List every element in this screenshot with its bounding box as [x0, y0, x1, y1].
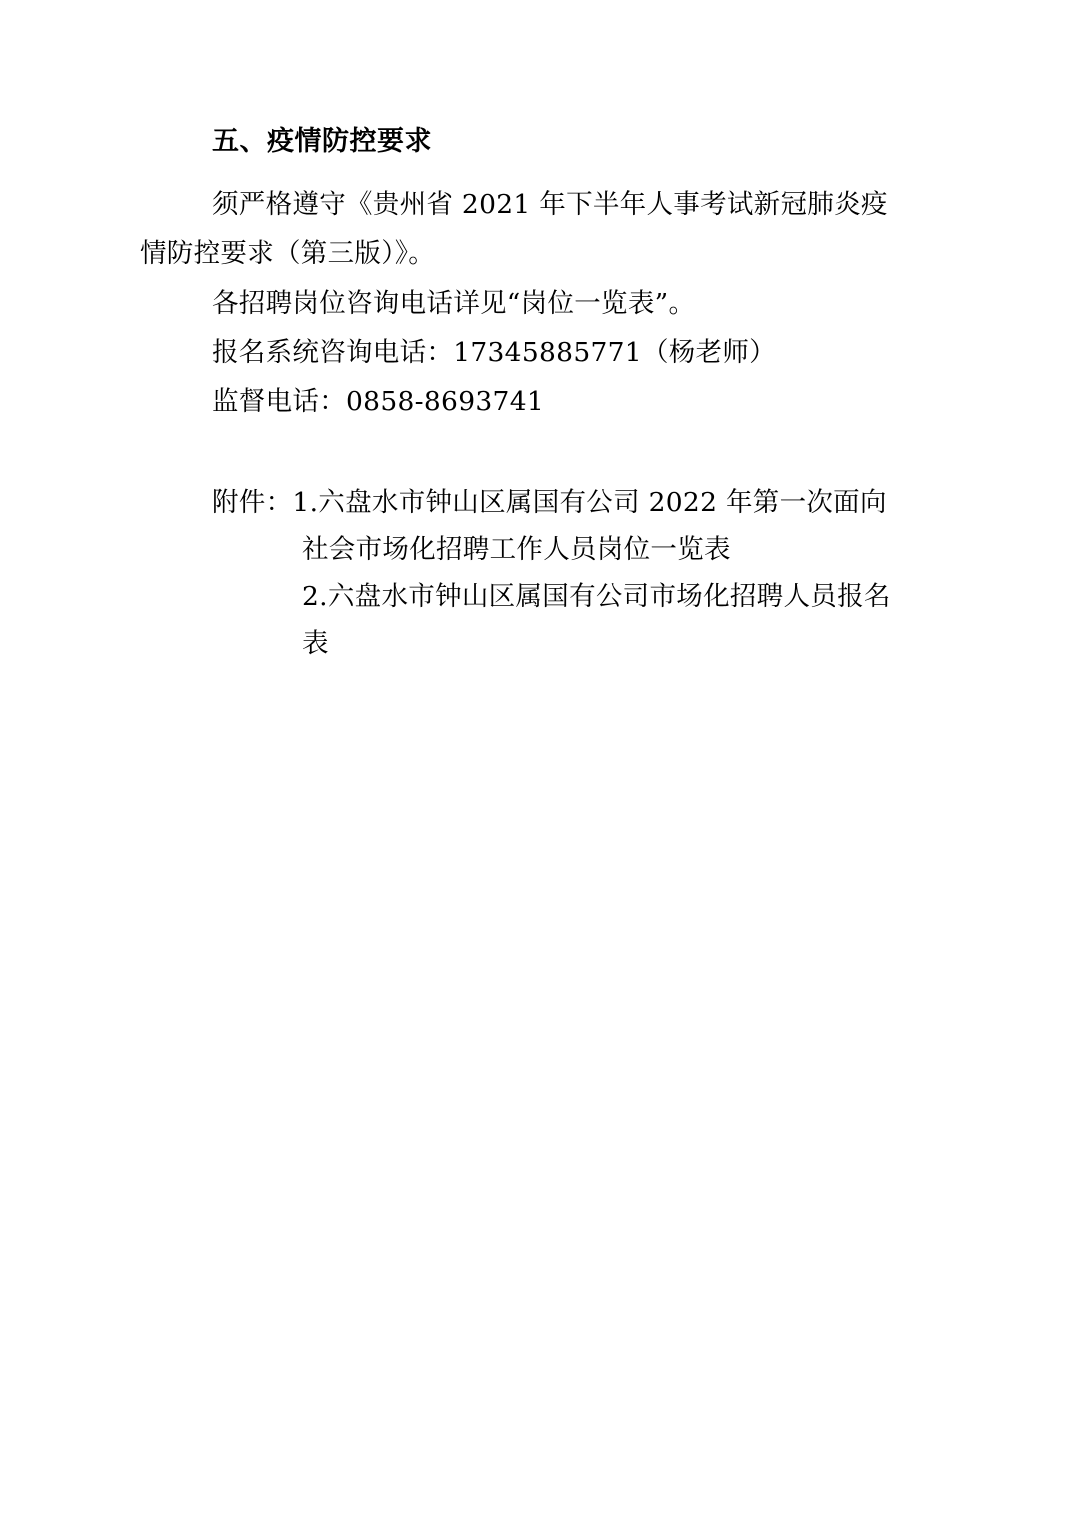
attachment-2-text-line-2: 表: [302, 628, 329, 660]
paragraph-line-2: 情防控要求（第三版）》。: [140, 238, 436, 270]
attachment-1-text-line-1: 1.六盘水市钟山区属国有公司 2022 年第一次面向: [292, 486, 887, 518]
attachments-block: [140, 479, 940, 668]
attachment-1-text-line-2: 社会市场化招聘工作人员岗位一览表: [302, 534, 731, 566]
attachment-2-text-line-1: 2.六盘水市钟山区属国有公司市场化招聘人员报名: [302, 581, 891, 613]
section-heading: 五、疫情防控要求: [212, 126, 432, 157]
paragraph-line-1: 须严格遵守《贵州省 2021 年下半年人事考试新冠肺炎疫: [212, 189, 888, 221]
vertical-spacer: [140, 427, 940, 479]
paragraph-registration-phone: 报名系统咨询电话：17345885771（杨老师）: [212, 336, 776, 368]
document-body: [140, 120, 940, 668]
paragraph-consult-phone-note: 各招聘岗位咨询电话详见“岗位一览表”。: [212, 287, 696, 319]
attachments-label: 附件：: [212, 486, 293, 518]
paragraph-supervision-phone: 监督电话：0858-8693741: [212, 385, 545, 417]
attachment-item-1-line-1: [140, 479, 940, 526]
